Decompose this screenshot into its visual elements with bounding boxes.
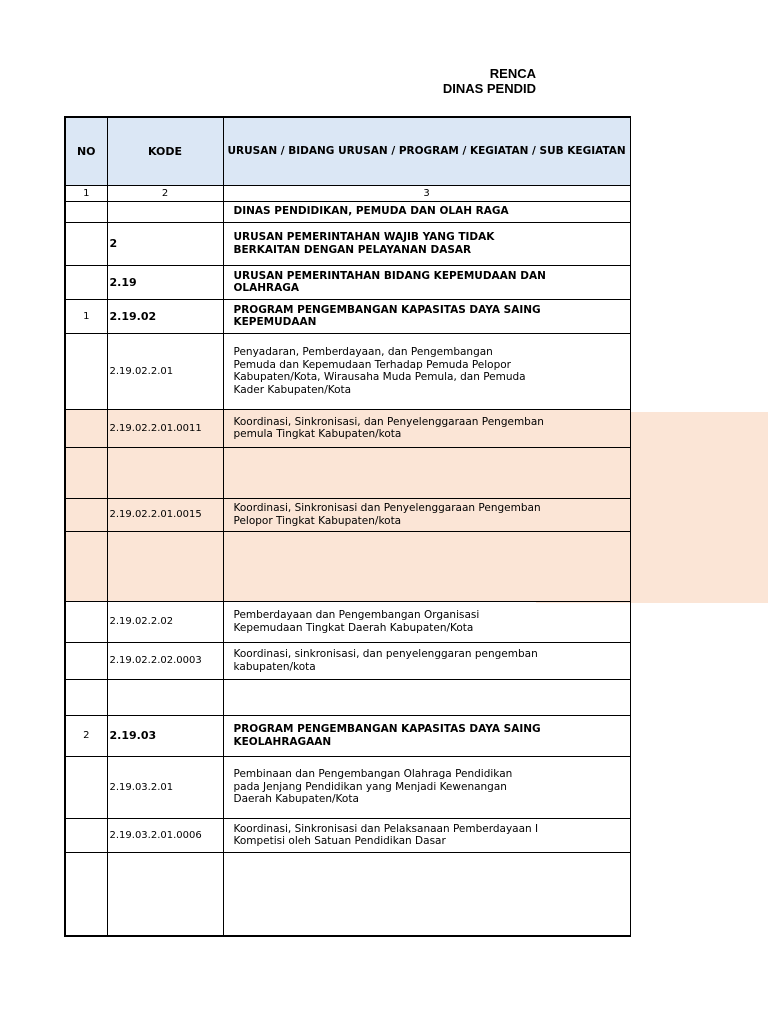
cell-uraian: URUSAN PEMERINTAHAN BIDANG KEPEMUDAAN DAN OLAHRAGA (223, 265, 630, 299)
cell-no (65, 756, 107, 818)
cell-kode: 2.19.02.2.02 (107, 601, 223, 642)
cell-uraian: URUSAN PEMERINTAHAN WAJIB YANG TIDAK BERKAITAN DENGAN PELAYANAN DASAR (223, 222, 630, 265)
table-row (65, 679, 630, 715)
cell-uraian: Koordinasi, Sinkronisasi, dan Penyelenggaraan Pengemban pemula Tingkat Kabupaten/kota (223, 409, 630, 447)
cell-uraian: PROGRAM PENGEMBANGAN KAPASITAS DAYA SAING KEOLAHRAGAAN (223, 715, 630, 756)
table-row (65, 299, 630, 333)
cell-kode (107, 447, 223, 498)
cell-uraian: Koordinasi, sinkronisasi, dan penyelenggaran pengemban kabupaten/kota (223, 642, 630, 679)
cell-kode: 2 (107, 222, 223, 265)
cell-kode (107, 852, 223, 936)
cell-no (65, 531, 107, 601)
cell-no (65, 642, 107, 679)
table-row (65, 756, 630, 818)
cell-no (65, 333, 107, 409)
cell-uraian: Koordinasi, Sinkronisasi dan Pelaksanaan Pemberdayaan I Kompetisi oleh Satuan Pendidikan Dasar (223, 818, 630, 852)
cell-uraian: DINAS PENDIDIKAN, PEMUDA DAN OLAH RAGA (223, 201, 630, 222)
cell-kode: 2.19.02.2.02.0003 (107, 642, 223, 679)
cell-no (65, 601, 107, 642)
document-subtitle: DINAS PENDID (442, 81, 536, 96)
col-number-1: 1 (65, 185, 107, 201)
cell-no (65, 852, 107, 936)
cell-kode: 2.19 (107, 265, 223, 299)
cell-no (65, 818, 107, 852)
data-table (64, 116, 631, 937)
col-number-3: 3 (223, 185, 630, 201)
cell-kode (107, 531, 223, 601)
col-number-2: 2 (107, 185, 223, 201)
cell-kode: 2.19.02.2.01.0011 (107, 409, 223, 447)
cell-kode: 2.19.02.2.01.0015 (107, 498, 223, 531)
cell-uraian: PROGRAM PENGEMBANGAN KAPASITAS DAYA SAING KEPEMUDAAN (223, 299, 630, 333)
cell-uraian (223, 447, 630, 498)
table-row (65, 601, 630, 642)
cell-uraian (223, 852, 630, 936)
cell-uraian (223, 679, 630, 715)
table-row (65, 409, 630, 447)
cell-uraian: Penyadaran, Pemberdayaan, dan Pengembangan Pemuda dan Kepemudaan Terhadap Pemuda Pelopor Kabupaten/Kota, Wirausaha Muda Pemula, dan Pemuda Kader Kabupaten/Kota (223, 333, 630, 409)
cell-kode (107, 201, 223, 222)
table-row (65, 531, 630, 601)
cell-uraian (223, 531, 630, 601)
table-row (65, 265, 630, 299)
table-row (65, 201, 630, 222)
cell-no (65, 201, 107, 222)
cell-kode: 2.19.02.2.01 (107, 333, 223, 409)
cell-no (65, 409, 107, 447)
cell-no (65, 222, 107, 265)
table-row (65, 498, 630, 531)
cell-kode: 2.19.03.2.01 (107, 756, 223, 818)
table-row (65, 333, 630, 409)
table-row (65, 818, 630, 852)
cell-kode: 2.19.03 (107, 715, 223, 756)
cell-no (65, 679, 107, 715)
header-kode: KODE (107, 117, 223, 185)
document-title: RENCA (489, 66, 536, 81)
cell-no (65, 498, 107, 531)
cell-uraian: Koordinasi, Sinkronisasi dan Penyelenggaraan Pengemban Pelopor Tingkat Kabupaten/kota (223, 498, 630, 531)
cell-kode: 2.19.02 (107, 299, 223, 333)
table-row (65, 447, 630, 498)
header-uraian: URUSAN / BIDANG URUSAN / PROGRAM / KEGIATAN / SUB KEGIATAN (223, 117, 630, 185)
table-row (65, 715, 630, 756)
cell-uraian: Pembinaan dan Pengembangan Olahraga Pendidikan pada Jenjang Pendidikan yang Menjadi Kewenangan Daerah Kabupaten/Kota (223, 756, 630, 818)
table-row (65, 852, 630, 936)
cell-no (65, 265, 107, 299)
header-no: NO (65, 117, 107, 185)
table-row (65, 222, 630, 265)
cell-no (65, 447, 107, 498)
table-row (65, 642, 630, 679)
cell-kode: 2.19.03.2.01.0006 (107, 818, 223, 852)
cell-no: 2 (65, 715, 107, 756)
cell-uraian: Pemberdayaan dan Pengembangan Organisasi Kepemudaan Tingkat Daerah Kabupaten/Kota (223, 601, 630, 642)
cell-kode (107, 679, 223, 715)
cell-no: 1 (65, 299, 107, 333)
